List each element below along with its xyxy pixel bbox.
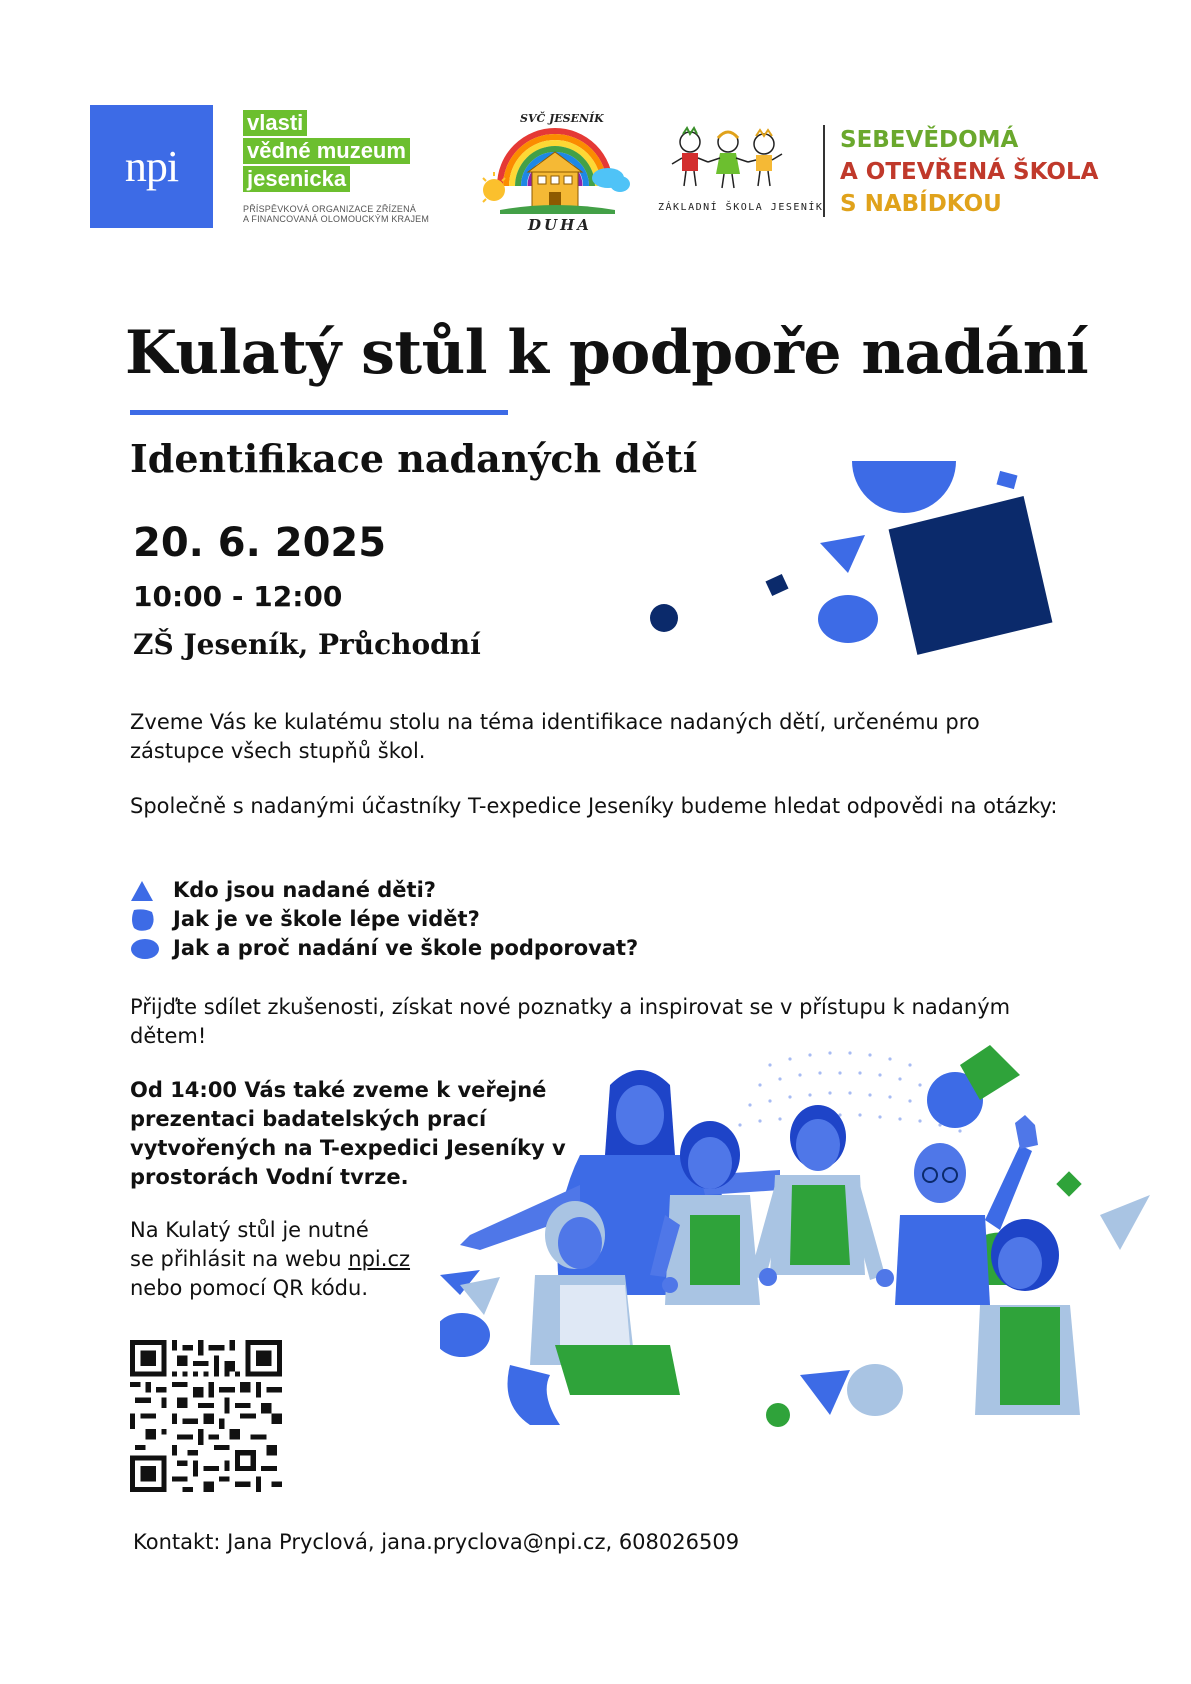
npi-link[interactable]: npi.cz	[348, 1247, 411, 1271]
sebe-line-3: S NABÍDKOU	[840, 191, 1002, 217]
sebe-line-2: A OTEVŘENÁ ŠKOLA	[840, 159, 1099, 185]
light-blue-triangle-shape	[1100, 1195, 1150, 1250]
small-green-square-shape	[1056, 1171, 1081, 1196]
registration-line-3: nebo pomocí QR kódu.	[130, 1276, 368, 1300]
question-text: Kdo jsou nadané děti?	[173, 878, 436, 902]
small-green-dot-shape	[766, 1403, 790, 1427]
center-blue-triangle-shape	[800, 1370, 850, 1415]
presentation-paragraph: Od 14:00 Vás také zveme k veřejné prezentaci badatelských prací vytvořených na T-expedici Jeseníky v prostorách Vodní tvrze.	[130, 1078, 566, 1189]
children-illustration	[440, 1045, 1160, 1515]
half-circle-shape	[852, 461, 956, 513]
decorative-shapes	[600, 455, 1060, 665]
museum-small-2: A FINANCOVANÁ OLOMOUCKÝM KRAJEM	[243, 214, 430, 224]
center-light-blob-shape	[847, 1364, 903, 1416]
kids-drawing-icon	[650, 120, 820, 200]
npi-logo-text: npi	[124, 142, 179, 191]
duha-bottom-text: DUHA	[528, 216, 592, 233]
question-text: Jak a proč nadání ve škole podporovat?	[173, 936, 639, 960]
question-text: Jak je ve škole lépe vidět?	[173, 907, 480, 931]
intro-paragraph: Zveme Vás ke kulatému stolu na téma identifikace nadaných dětí, určenému pro zástupce všech stupňů škol.	[130, 710, 980, 763]
list-item	[130, 905, 638, 934]
questions-intro: Společně s nadanými účastníky T-expedice Jeseníky budeme hledat odpovědi na otázky:	[130, 794, 1058, 818]
list-item	[130, 934, 638, 963]
museum-logo	[243, 110, 453, 224]
sebevedoma-logo	[840, 124, 1098, 220]
left-blue-blob-shape	[440, 1313, 490, 1357]
child-figure-2	[750, 1105, 885, 1280]
title-underline	[130, 410, 508, 415]
blue-blob-shape	[818, 595, 878, 643]
logo-divider	[823, 125, 825, 217]
dot-pattern	[738, 1051, 961, 1132]
npi-logo	[90, 105, 213, 228]
navy-square-shape	[887, 495, 1054, 657]
duha-logo	[480, 108, 630, 233]
museum-small-1: PŘÍSPĚVKOVÁ ORGANIZACE ZŘÍZENÁ	[243, 204, 417, 214]
tiny-square-shape	[765, 574, 788, 596]
registration-line-1: Na Kulatý stůl je nutné	[130, 1218, 369, 1242]
registration-line-2: se přihlásit na webu	[130, 1247, 349, 1271]
navy-dot-shape	[650, 604, 678, 632]
contact-info: Kontakt: Jana Pryclová, jana.pryclova@npi.cz, 608026509	[133, 1530, 740, 1554]
small-square-shape	[996, 471, 1017, 489]
museum-line-3: jesenicka	[243, 166, 350, 192]
page-subtitle: Identifikace nadaných dětí	[130, 436, 698, 481]
invitation-paragraph: Přijďte sdílet zkušenosti, získat nové poznatky a inspirovat se v přístupu k nadaným dětem!	[130, 995, 1011, 1048]
oval-icon	[130, 938, 160, 960]
zs-label: ZÁKLADNÍ ŠKOLA JESENÍK	[658, 202, 824, 213]
event-place: ZŠ Jeseník, Průchodní	[133, 628, 481, 661]
zs-jesenik-logo	[650, 120, 824, 230]
event-date: 20. 6. 2025	[133, 520, 387, 566]
triangle-shape	[820, 535, 865, 573]
page-title: Kulatý stůl k podpoře nadání	[125, 318, 1089, 388]
list-item	[130, 876, 638, 905]
blob-icon	[130, 908, 156, 932]
museum-line-2: vědné muzeum	[243, 138, 410, 164]
sebe-line-1: SEBEVĚDOMÁ	[840, 127, 1019, 153]
questions-list	[130, 876, 638, 963]
qr-code[interactable]	[130, 1340, 282, 1492]
triangle-icon	[130, 880, 154, 902]
museum-line-1: vlasti	[243, 110, 307, 136]
event-time: 10:00 - 12:00	[133, 580, 343, 613]
duha-top-text: SVČ JESENÍK	[520, 112, 604, 125]
